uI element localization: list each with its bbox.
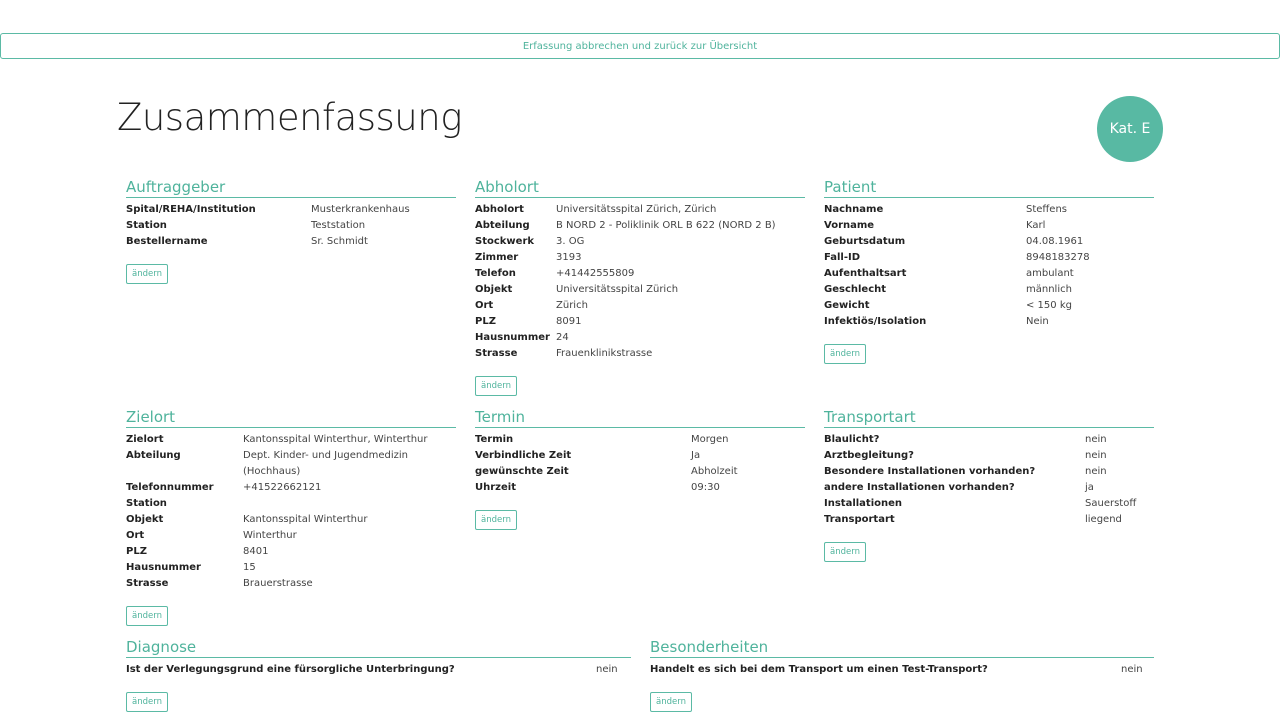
info-row xyxy=(475,218,805,234)
field-label: Zielort xyxy=(126,434,164,445)
field-label: Geburtsdatum xyxy=(824,236,906,247)
section-title: Patient xyxy=(824,179,1154,198)
field-label: Hausnummer xyxy=(475,332,550,343)
info-row xyxy=(824,464,1154,480)
field-label: Station xyxy=(126,220,167,231)
info-row xyxy=(824,298,1154,314)
field-value: 24 xyxy=(556,332,569,343)
field-label: Nachname xyxy=(824,204,884,215)
info-row xyxy=(126,576,456,592)
field-value: 8948183278 xyxy=(1026,252,1090,263)
field-value: Ja xyxy=(691,450,701,461)
info-row xyxy=(126,480,456,496)
field-label: Termin xyxy=(475,434,514,445)
field-value: Nein xyxy=(1026,316,1049,327)
section-zielort xyxy=(126,409,456,626)
field-label: Telefonnummer xyxy=(126,482,214,493)
field-value: B NORD 2 - Poliklinik ORL B 622 (NORD 2 B) xyxy=(556,220,776,231)
info-row xyxy=(126,202,456,218)
info-row xyxy=(824,250,1154,266)
field-value: Dept. Kinder- und Jugendmedizin (Hochhaus) xyxy=(243,450,408,477)
edit-auftraggeber-button[interactable]: ändern xyxy=(126,264,168,284)
field-label: Telefon xyxy=(475,268,516,279)
field-value: nein xyxy=(1085,466,1107,477)
section-title: Auftraggeber xyxy=(126,179,456,198)
field-label: Strasse xyxy=(475,348,518,359)
info-row xyxy=(824,496,1154,512)
info-row xyxy=(475,330,805,346)
field-label: Objekt xyxy=(126,514,164,525)
field-label: andere Installationen vorhanden? xyxy=(824,482,1015,493)
field-label: PLZ xyxy=(126,546,147,557)
section-title: Besonderheiten xyxy=(650,639,1154,658)
field-label: PLZ xyxy=(475,316,496,327)
field-value: Steffens xyxy=(1026,204,1068,215)
edit-termin-button[interactable]: ändern xyxy=(475,510,517,530)
info-row xyxy=(475,480,805,496)
info-row xyxy=(824,218,1154,234)
section-abholort xyxy=(475,179,805,396)
info-row xyxy=(126,544,456,560)
field-value: Teststation xyxy=(311,220,366,231)
field-label: Infektiös/Isolation xyxy=(824,316,927,327)
field-label: Aufenthaltsart xyxy=(824,268,907,279)
field-value: Abholzeit xyxy=(691,466,738,477)
category-badge xyxy=(1097,96,1163,162)
field-label: Verbindliche Zeit xyxy=(475,450,572,461)
field-label: Abteilung xyxy=(475,220,530,231)
info-row xyxy=(475,202,805,218)
field-value: Zürich xyxy=(556,300,588,311)
info-row xyxy=(126,496,456,512)
field-value: nein xyxy=(1085,434,1107,445)
info-row xyxy=(824,448,1154,464)
field-label: Gewicht xyxy=(824,300,870,311)
field-value: Kantonsspital Winterthur, Winterthur xyxy=(243,434,428,445)
field-label: Transportart xyxy=(824,514,895,525)
field-label: Arztbegleitung? xyxy=(824,450,914,461)
field-value: Sr. Schmidt xyxy=(311,236,368,247)
category-badge-label: Kat. E xyxy=(1109,121,1151,137)
field-value: nein xyxy=(1085,450,1107,461)
field-value: Winterthur xyxy=(243,530,297,541)
field-value: Morgen xyxy=(691,434,729,445)
section-auftraggeber xyxy=(126,179,456,284)
field-value: nein xyxy=(1121,664,1143,675)
field-label: Objekt xyxy=(475,284,513,295)
info-row xyxy=(475,464,805,480)
field-value: Universitätsspital Zürich xyxy=(556,284,679,295)
edit-besonderheiten-button[interactable]: ändern xyxy=(650,692,692,712)
info-row xyxy=(824,432,1154,448)
field-label: Geschlecht xyxy=(824,284,887,295)
field-label: Handelt es sich bei dem Transport um einen Test-Transport? xyxy=(650,664,988,675)
field-value: < 150 kg xyxy=(1026,300,1072,311)
info-row xyxy=(126,432,456,448)
field-value: Sauerstoff xyxy=(1085,498,1137,509)
field-value: 04.08.1961 xyxy=(1026,236,1084,247)
field-value: 8091 xyxy=(556,316,582,327)
section-title: Termin xyxy=(475,409,805,428)
field-value: Karl xyxy=(1026,220,1046,231)
field-value: ja xyxy=(1085,482,1094,493)
edit-diagnose-button[interactable]: ändern xyxy=(126,692,168,712)
field-label: Ort xyxy=(475,300,494,311)
edit-abholort-button[interactable]: ändern xyxy=(475,376,517,396)
field-value: +41442555809 xyxy=(556,268,635,279)
field-value: 3. OG xyxy=(556,236,585,247)
info-row xyxy=(475,448,805,464)
field-value: ambulant xyxy=(1026,268,1074,279)
section-title: Abholort xyxy=(475,179,805,198)
edit-zielort-button[interactable]: ändern xyxy=(126,606,168,626)
section-title: Zielort xyxy=(126,409,456,428)
section-termin xyxy=(475,409,805,530)
field-label: Strasse xyxy=(126,578,169,589)
info-row xyxy=(475,234,805,250)
edit-transportart-button[interactable]: ändern xyxy=(824,542,866,562)
field-label: Vorname xyxy=(824,220,875,231)
info-row xyxy=(126,662,631,678)
field-value: männlich xyxy=(1026,284,1072,295)
field-value: Universitätsspital Zürich, Zürich xyxy=(556,204,717,215)
info-row xyxy=(126,512,456,528)
info-row xyxy=(475,250,805,266)
field-value: 15 xyxy=(243,562,256,573)
section-title: Transportart xyxy=(824,409,1154,428)
field-label: Station xyxy=(126,498,167,509)
cancel-button[interactable]: Erfassung abbrechen und zurück zur Übersicht xyxy=(0,33,1280,59)
info-row xyxy=(824,234,1154,250)
field-label: Abholort xyxy=(475,204,524,215)
info-row xyxy=(475,346,805,362)
page-title: Zusammenfassung xyxy=(117,96,462,139)
field-label: Besondere Installationen vorhanden? xyxy=(824,466,1036,477)
info-row xyxy=(126,234,456,250)
info-row xyxy=(126,448,456,480)
field-label: Spital/REHA/Institution xyxy=(126,204,256,215)
info-row xyxy=(126,560,456,576)
info-row xyxy=(126,528,456,544)
field-label: Hausnummer xyxy=(126,562,201,573)
field-label: Fall-ID xyxy=(824,252,861,263)
field-value: Kantonsspital Winterthur xyxy=(243,514,368,525)
info-row xyxy=(824,202,1154,218)
edit-patient-button[interactable]: ändern xyxy=(824,344,866,364)
section-diagnose xyxy=(126,639,631,712)
info-row xyxy=(824,512,1154,528)
field-label: Uhrzeit xyxy=(475,482,516,493)
field-value: 3193 xyxy=(556,252,582,263)
field-value: 09:30 xyxy=(691,482,720,493)
field-value: liegend xyxy=(1085,514,1122,525)
field-value: Musterkrankenhaus xyxy=(311,204,410,215)
section-title: Diagnose xyxy=(126,639,631,658)
field-label: Blaulicht? xyxy=(824,434,880,445)
field-value: Frauenklinikstrasse xyxy=(556,348,653,359)
section-patient xyxy=(824,179,1154,364)
section-besonderheiten xyxy=(650,639,1154,712)
field-value: nein xyxy=(596,664,618,675)
info-row xyxy=(824,266,1154,282)
info-row xyxy=(824,314,1154,330)
field-value: Brauerstrasse xyxy=(243,578,313,589)
field-value: +41522662121 xyxy=(243,482,322,493)
field-label: Zimmer xyxy=(475,252,519,263)
info-row xyxy=(475,298,805,314)
info-row xyxy=(475,282,805,298)
field-value: 8401 xyxy=(243,546,269,557)
section-transportart xyxy=(824,409,1154,562)
field-label: Abteilung xyxy=(126,450,181,461)
info-row xyxy=(824,282,1154,298)
info-row xyxy=(824,480,1154,496)
info-row xyxy=(126,218,456,234)
field-label: Installationen xyxy=(824,498,903,509)
field-label: gewünschte Zeit xyxy=(475,466,569,477)
field-label: Ist der Verlegungsgrund eine fürsorgliche Unterbringung? xyxy=(126,664,455,675)
info-row xyxy=(650,662,1154,678)
info-row xyxy=(475,266,805,282)
field-label: Ort xyxy=(126,530,145,541)
info-row xyxy=(475,432,805,448)
field-label: Stockwerk xyxy=(475,236,535,247)
field-label: Bestellername xyxy=(126,236,208,247)
info-row xyxy=(475,314,805,330)
